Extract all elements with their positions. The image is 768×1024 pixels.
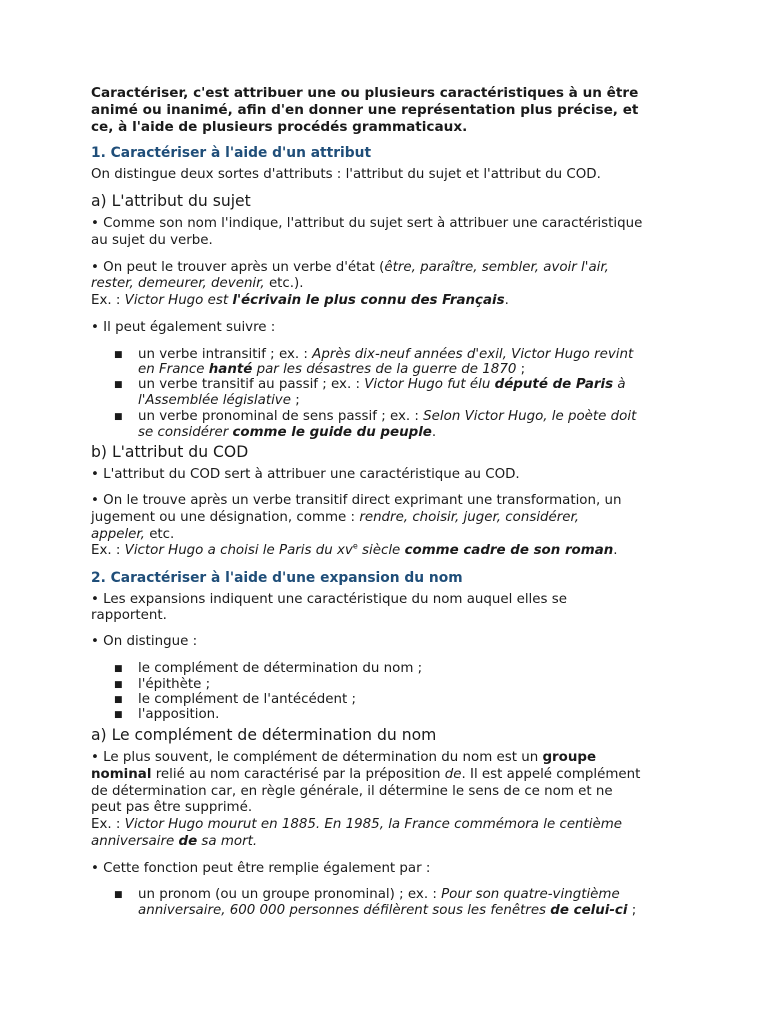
s1a-p1-line-1: • Comme son nom l'indique, l'attribut du sujet sert à attribuer une caractéristique <box>91 216 643 231</box>
s2-list-item-2: l'épithète ; <box>138 677 211 692</box>
s1a-list-item-3-line-1: un verbe pronominal de sens passif ; ex. : Selon Victor Hugo, le poète doit <box>138 409 637 424</box>
s1a-list-item-1-line-2: en France hanté par les désastres de la guerre de 1870 ; <box>138 362 526 377</box>
bullet-icon: ■ <box>114 680 123 690</box>
s2a-p1-line-1: • Le plus souvent, le complément de détermination du nom est un groupe <box>91 750 597 765</box>
s2-p1-line-1: • Les expansions indiquent une caractéristique du nom auquel elles se <box>91 592 567 607</box>
bullet-icon: ■ <box>114 890 123 900</box>
subsection-1b-heading: b) L'attribut du COD <box>91 443 249 461</box>
bullet-icon: ■ <box>114 664 123 674</box>
s2-list-item-4: l'apposition. <box>138 707 220 722</box>
section-1-intro: On distingue deux sortes d'attributs : l'attribut du sujet et l'attribut du COD. <box>91 167 601 182</box>
intro-line-3: ce, à l'aide de plusieurs procédés grammaticaux. <box>91 119 468 135</box>
s1b-p1: • L'attribut du COD sert à attribuer une caractéristique au COD. <box>91 467 520 482</box>
s1a-p3: • Il peut également suivre : <box>91 320 276 335</box>
s1a-p1-line-2: au sujet du verbe. <box>91 233 213 248</box>
s1b-p2-line-2: jugement ou une désignation, comme : rendre, choisir, juger, considérer, <box>91 510 580 525</box>
s1b-p2-line-1: • On le trouve après un verbe transitif direct exprimant une transformation, un <box>91 493 622 508</box>
subsection-2a-heading: a) Le complément de détermination du nom <box>91 726 437 744</box>
intro-line-2: animé ou inanimé, afin d'en donner une représentation plus précise, et <box>91 102 639 118</box>
section-1-heading: 1. Caractériser à l'aide d'un attribut <box>91 145 372 161</box>
s1a-list-item-2-line-2: l'Assemblée législative ; <box>138 393 300 408</box>
bullet-icon: ■ <box>114 710 123 720</box>
intro-line-1: Caractériser, c'est attribuer une ou plusieurs caractéristiques à un être <box>91 85 639 101</box>
s2a-p2: • Cette fonction peut être remplie également par : <box>91 861 431 876</box>
s1a-example: Ex. : Victor Hugo est l'écrivain le plus connu des Français. <box>91 293 509 308</box>
s2-list-item-1: le complément de détermination du nom ; <box>138 661 423 676</box>
subsection-1a-heading: a) L'attribut du sujet <box>91 192 251 210</box>
s1b-p2-line-3: appeler, etc. <box>91 527 175 542</box>
s1b-example: Ex. : Victor Hugo a choisi le Paris du $xv^e$ siècle comme cadre de son roman. <box>91 541 618 558</box>
section-2-heading: 2. Caractériser à l'aide d'une expansion du nom <box>91 570 463 586</box>
s1a-list-item-2-line-1: un verbe transitif au passif ; ex. : Victor Hugo fut élu député de Paris à <box>138 377 626 392</box>
s1a-p2-line-2: rester, demeurer, devenir, etc.). <box>91 276 304 291</box>
bullet-icon: ■ <box>114 380 123 390</box>
bullet-icon: ■ <box>114 412 123 422</box>
s2a-p1-line-2: nominal relié au nom caractérisé par la préposition de. Il est appelé complément <box>91 767 641 782</box>
s1a-p2-line-1: • On peut le trouver après un verbe d'état (être, paraître, sembler, avoir l'air, <box>91 260 609 275</box>
s2a-p1-line-4: peut pas être supprimé. <box>91 800 253 815</box>
s2-p1-line-2: rapportent. <box>91 608 167 623</box>
s2-p2: • On distingue : <box>91 634 198 649</box>
s2a-example-line-1: Ex. : Victor Hugo mourut en 1885. En 1985, la France commémora le centième <box>91 817 623 832</box>
s2a-example-line-2: anniversaire de sa mort. <box>91 834 258 849</box>
bullet-icon: ■ <box>114 695 123 705</box>
s2a-list-item-line-2: anniversaire, 600 000 personnes défilèrent sous les fenêtres de celui-ci ; <box>138 903 637 918</box>
s2a-list-item-line-1: un pronom (ou un groupe pronominal) ; ex. : Pour son quatre-vingtième <box>138 887 620 902</box>
s1a-list-item-3-line-2: se considérer comme le guide du peuple. <box>138 425 437 440</box>
s1a-list-item-1-line-1: un verbe intransitif ; ex. : Après dix-neuf années d'exil, Victor Hugo revint <box>138 347 634 362</box>
s2a-p1-line-3: de détermination car, en règle générale, il détermine le sens de ce nom et ne <box>91 784 613 799</box>
bullet-icon: ■ <box>114 350 123 360</box>
s2-list-item-3: le complément de l'antécédent ; <box>138 692 356 707</box>
